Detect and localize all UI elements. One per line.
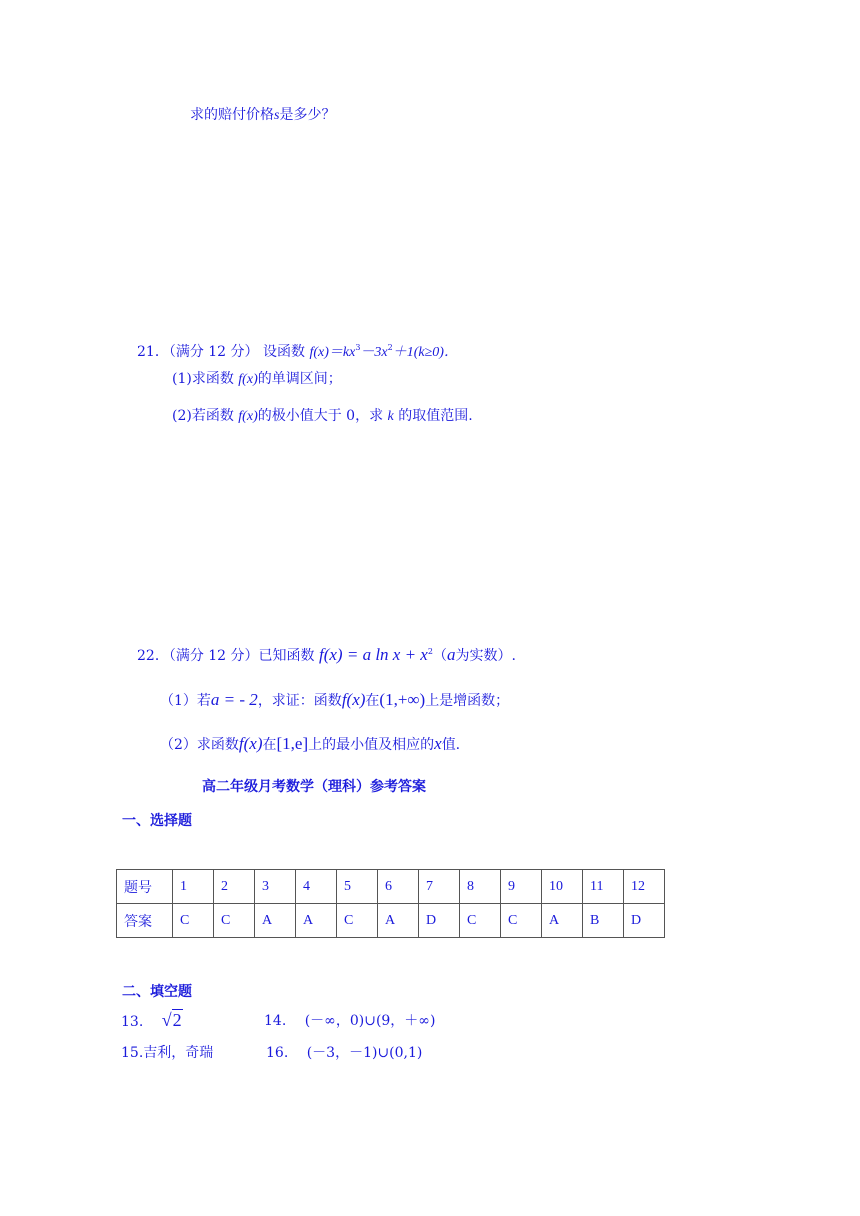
table-cell: C [214, 904, 255, 938]
q22-note-close: 为实数）. [455, 648, 516, 664]
q22-stem: 22．（满分 12 分）已知函数 f(x) = a $\ln x + x^2(a$为实数）. [137, 645, 516, 664]
q22-score: （满分 12 分）已知函数 [168, 648, 315, 664]
sqrt-symbol: √2 [161, 1010, 182, 1030]
table-cell: 2 [214, 870, 255, 904]
row-label-numbers: 题号 [117, 870, 173, 904]
q22-p1-in: 在 [365, 693, 380, 709]
table-cell: 1 [173, 870, 214, 904]
table-cell: C [173, 904, 214, 938]
q22-p2-fx: f(x) [238, 734, 263, 753]
table-cell: A [378, 904, 419, 938]
q21-score: （满分 12 分） [168, 344, 259, 360]
q22-p1-fx: f(x) [341, 690, 366, 709]
table-cell: 6 [378, 870, 419, 904]
q20-tail-line [190, 104, 335, 124]
table-cell: 4 [296, 870, 337, 904]
table-cell: 12 [624, 870, 665, 904]
a13-value: 2 [172, 1010, 182, 1030]
section-fill-heading: 二、填空题 [122, 984, 192, 1000]
table-cell: C [501, 904, 542, 938]
q21-p1-post: 的单调区间； [257, 371, 342, 387]
table-cell: 10 [542, 870, 583, 904]
q22-note-open: （ [432, 648, 447, 664]
q21-p1-pre: (1)求函数 [172, 371, 234, 387]
fill-answer-14 [264, 1010, 435, 1030]
q22-p2-mid: 上的最小值及相应的 [308, 737, 435, 753]
table-row-numbers [117, 870, 665, 904]
answer-title: 高二年级月考数学（理科）参考答案 [202, 779, 426, 795]
table-cell: D [419, 904, 460, 938]
q21-p2-fx: f(x) [238, 409, 258, 424]
q22-p2-in: 在 [262, 737, 277, 753]
q22-p2-pre: （2）求函数 [160, 737, 239, 753]
q21-p2-pre: (2)若函数 [172, 408, 234, 424]
q21-p2-mid: 的极小值大于 0，求 [257, 408, 384, 424]
q20-end-text: 是多少？ [279, 107, 336, 123]
table-row-answers [117, 904, 665, 938]
fill-answer-13 [121, 1010, 183, 1031]
q22-p2-interval: [1,e] [276, 734, 309, 753]
q22-p1-post: 上是增函数； [425, 693, 510, 709]
q22-p1-pre: （1）若 [160, 693, 211, 709]
q21-p2-k: k [387, 409, 394, 424]
a14-value: (－∞，0)∪(9，＋∞) [304, 1013, 436, 1029]
table-cell: 5 [337, 870, 378, 904]
section-choice-heading: 一、选择题 [122, 813, 192, 829]
table-cell: A [542, 904, 583, 938]
q22-part2 [160, 734, 460, 754]
q20-tail-text: 求的赔付价格 [190, 107, 274, 123]
q22-p1-interval: (1,+∞) [379, 690, 426, 709]
fill-answer-15: 15.吉利，奇瑞 [121, 1045, 214, 1061]
q21-rest: －3x [360, 345, 388, 360]
table-cell: B [583, 904, 624, 938]
table-cell: 3 [255, 870, 296, 904]
table-cell: A [296, 904, 337, 938]
q21-fx: f(x) [309, 345, 329, 360]
a16-number: 16. [266, 1045, 289, 1061]
q22-p1-cond: a = - 2 [210, 690, 258, 709]
q22-p2-post: 值. [441, 737, 461, 753]
row-label-answers: 答案 [117, 904, 173, 938]
q22-a-var: a [446, 645, 456, 664]
table-cell: 8 [460, 870, 501, 904]
q21-p1-fx: f(x) [238, 372, 258, 387]
table-cell: 7 [419, 870, 460, 904]
table-cell: 9 [501, 870, 542, 904]
q22-part1 [160, 690, 509, 710]
q20-var: s [274, 108, 280, 123]
table-cell: C [460, 904, 501, 938]
table-cell: C [337, 904, 378, 938]
q21-p2-post: 的取值范围. [398, 408, 473, 424]
a13-number: 13. [121, 1014, 144, 1030]
a14-number: 14. [264, 1013, 287, 1029]
q21-part2 [172, 405, 473, 425]
fill-answer-16 [266, 1042, 422, 1062]
q22-number: 22． [137, 648, 169, 664]
q21-rest2: ＋1(k≥0)． [392, 345, 458, 360]
q22-formula: f(x) = a ln x + x [319, 645, 428, 664]
q22-p1-mid: ，求证：函数 [257, 693, 342, 709]
q21-intro: 设函数 [263, 344, 305, 360]
table-cell: D [624, 904, 665, 938]
answer-table [116, 869, 665, 938]
q21-eq: ＝kx [328, 345, 356, 360]
q21-part1 [172, 368, 342, 388]
q22-p2-x: x [434, 734, 442, 753]
table-cell: A [255, 904, 296, 938]
table-cell: 11 [583, 870, 624, 904]
a16-value: (－3，－1)∪(0,1) [306, 1045, 423, 1061]
q21-number: 21． [137, 344, 169, 360]
q21-stem: 21．（满分 12 分） 设函数 $f(x)=kx^3-3x^2+1(k\ge 0)$． [137, 343, 458, 360]
